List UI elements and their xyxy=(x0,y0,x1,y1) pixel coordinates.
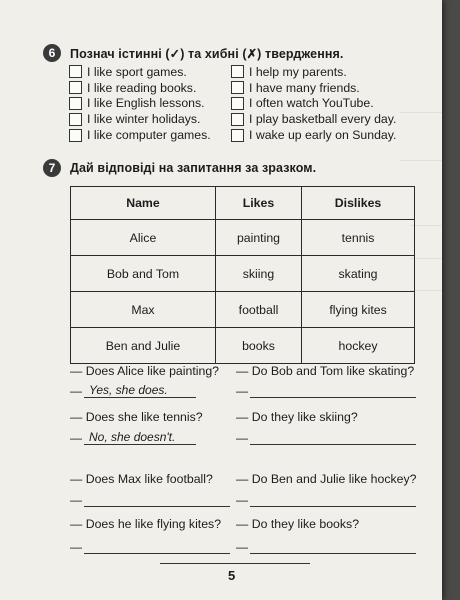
statement-text: I have many friends. xyxy=(249,80,360,95)
exercise-7-header xyxy=(43,159,316,177)
column-header: Likes xyxy=(215,187,301,220)
checkbox[interactable] xyxy=(69,97,82,110)
checkbox[interactable] xyxy=(69,129,82,142)
answer-field[interactable] xyxy=(250,493,416,507)
question: — Do Bob and Tom like skating? xyxy=(236,364,415,378)
checkbox[interactable] xyxy=(69,113,82,126)
column-header: Dislikes xyxy=(302,187,415,220)
table-cell: painting xyxy=(215,220,301,256)
statement-item xyxy=(69,80,211,96)
table-cell: football xyxy=(215,292,301,328)
table-cell: Max xyxy=(71,292,216,328)
table-cell: skiing xyxy=(215,256,301,292)
statements-right-column xyxy=(231,64,396,143)
statement-text: I like reading books. xyxy=(87,80,197,95)
page-number: 5 xyxy=(228,568,236,583)
answer-line: — xyxy=(236,384,416,398)
answer-line: — xyxy=(70,540,230,554)
answer-field[interactable] xyxy=(250,384,416,398)
answer-line: — xyxy=(236,431,416,445)
table-cell: tennis xyxy=(302,220,415,256)
checkbox[interactable] xyxy=(69,65,82,78)
statement-item xyxy=(69,96,211,112)
checkbox[interactable] xyxy=(231,81,244,94)
answer-field[interactable] xyxy=(84,493,230,507)
statement-text: I often watch YouTube. xyxy=(249,96,374,111)
statement-text: I like English lessons. xyxy=(87,96,205,111)
statement-item xyxy=(69,111,211,127)
table-cell: Ben and Julie xyxy=(71,328,216,364)
table-cell: Alice xyxy=(71,220,216,256)
table-row xyxy=(71,328,415,364)
statement-item xyxy=(231,64,396,80)
table-cell: flying kites xyxy=(302,292,415,328)
question: — Does Max like football? xyxy=(70,472,213,486)
question: — Does she like tennis? xyxy=(70,410,203,424)
question: — Does Alice like painting? xyxy=(70,364,220,378)
checkbox[interactable] xyxy=(231,129,244,142)
statement-text: I like winter holidays. xyxy=(87,112,201,127)
answer-line: — xyxy=(236,493,416,507)
statement-text: I like computer games. xyxy=(87,128,211,143)
answer-line: — xyxy=(236,540,416,554)
statement-text: I play basketball every day. xyxy=(249,112,397,127)
answer-line: — xyxy=(70,493,230,507)
table-cell: books xyxy=(215,328,301,364)
answer-field[interactable] xyxy=(84,540,230,554)
likes-table xyxy=(70,186,415,364)
answer-line: — Yes, she does. xyxy=(70,384,196,398)
statement-item xyxy=(69,127,211,143)
statement-text: I like sport games. xyxy=(87,64,187,79)
table-cell: Bob and Tom xyxy=(71,256,216,292)
answer-line: — No, she doesn't. xyxy=(70,431,196,445)
exercise-title: Познач істинні (✓) та хибні (✗) твердження. xyxy=(70,46,344,61)
answer-field[interactable] xyxy=(250,431,416,445)
question: — Do Ben and Julie like hockey? xyxy=(236,472,417,486)
exercise-number-badge: 6 xyxy=(43,44,61,62)
answer-field[interactable]: Yes, she does. xyxy=(84,384,196,398)
question: — Do they like books? xyxy=(236,517,360,531)
table-cell: hockey xyxy=(302,328,415,364)
statement-item xyxy=(231,127,396,143)
table-row xyxy=(71,256,415,292)
footer-divider xyxy=(160,563,310,564)
statement-item xyxy=(69,64,211,80)
statement-item xyxy=(231,111,396,127)
checkbox[interactable] xyxy=(231,113,244,126)
exercise-6-header xyxy=(43,44,343,62)
checkbox[interactable] xyxy=(231,65,244,78)
checkbox[interactable] xyxy=(69,81,82,94)
answer-field[interactable] xyxy=(250,540,416,554)
question: — Do they like skiing? xyxy=(236,410,358,424)
answer-field[interactable]: No, she doesn't. xyxy=(84,431,196,445)
question: — Does he like flying kites? xyxy=(70,517,222,531)
statement-text: I help my parents. xyxy=(249,64,347,79)
statement-item xyxy=(231,96,396,112)
table-row xyxy=(71,220,415,256)
table-row xyxy=(71,292,415,328)
exercise-number-badge: 7 xyxy=(43,159,61,177)
column-header: Name xyxy=(71,187,216,220)
statement-text: I wake up early on Sunday. xyxy=(249,128,397,143)
statements-left-column xyxy=(69,64,211,143)
statement-item xyxy=(231,80,396,96)
table-header-row xyxy=(71,187,415,220)
checkbox[interactable] xyxy=(231,97,244,110)
exercise-title: Дай відповіді на запитання за зразком. xyxy=(70,161,317,175)
table-cell: skating xyxy=(302,256,415,292)
